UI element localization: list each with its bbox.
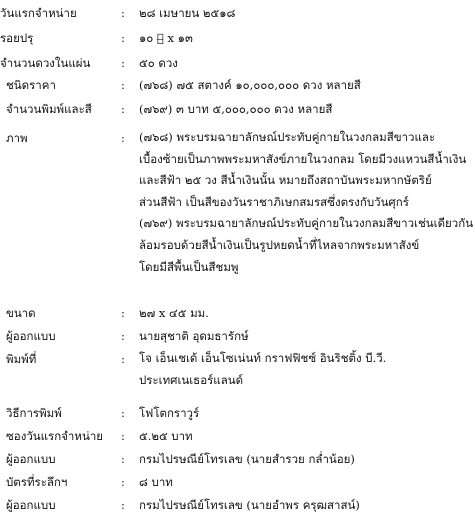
field-label: ผู้ออกแบบ	[6, 329, 56, 343]
field-label: ภาพ	[6, 131, 28, 145]
field-value: กรมไปรษณีย์โทรเลข (นายอำพร ครุฒสาสน์)	[139, 498, 360, 512]
field-value: โฟโตกราวูร์	[139, 406, 200, 420]
field-label: ผู้ออกแบบ	[6, 498, 56, 512]
field-colon: :	[121, 102, 125, 116]
field-label: จำนวนดวงในแผ่น	[0, 56, 91, 70]
field-label: พิมพ์ที่	[6, 352, 37, 366]
field-label: ชนิดราคา	[6, 78, 56, 92]
description-line: (๗๖๙) พระบรมฉายาลักษณ์ประทับคู่กายในวงกลมสีขาวเช่นเดียวกัน	[139, 216, 474, 231]
field-colon: :	[121, 131, 125, 145]
field-label: บัตรที่ระลึกฯ	[6, 475, 68, 489]
field-label: วิธีการพิมพ์	[6, 406, 62, 420]
field-colon: :	[121, 352, 125, 366]
printer-line: โจ เอ็นเชเด้ เอ็นโซเน่นท์ กราฟฟิชซ์ อินริชติ้ง บี.วี.	[139, 351, 387, 365]
field-colon: :	[121, 452, 125, 466]
field-value: (๗๖๘) ๗๕ สตางค์ ๑๐,๐๐๐,๐๐๐ ดวง หลายสี	[139, 78, 361, 92]
description-line: เบื้องซ้ายเป็นภาพพระมหาสังข์ภายในวงกลม โดยมีวงแหวนสีน้ำเงิน	[139, 151, 467, 166]
field-value: ๑๐ ๒̶ x ๑๓	[139, 31, 193, 45]
field-colon: :	[121, 475, 125, 489]
picture-description	[139, 127, 474, 278]
field-label: รอยปรุ	[0, 31, 34, 45]
field-value: ๒๗ x ๔๕ มม.	[139, 306, 209, 320]
description-line: ส่วนสีฟ้า เป็นสีของวันราชาภิเษกสมรสซึ่งตรงกับวันศุกร์	[139, 194, 409, 209]
printer-line: ประเทศเนเธอร์แลนด์	[139, 372, 244, 387]
field-value: ๕.๒๕ บาท	[139, 429, 193, 443]
field-value: ๒๘ เมษายน ๒๕๑๘	[139, 6, 236, 20]
field-colon: :	[121, 329, 125, 343]
field-colon: :	[121, 406, 125, 420]
field-colon: :	[121, 498, 125, 512]
field-colon: :	[121, 6, 125, 20]
field-label: ขนาด	[6, 306, 36, 320]
field-value: นายสุชาติ อุดมธารักษ์	[139, 329, 249, 343]
field-value: กรมไปรษณีย์โทรเลข (นายสำรวย กล่ำน้อย)	[139, 452, 355, 466]
description-line: และสีฟ้า ๒๕ วง สีน้ำเงินนั้น หมายถึงสถาบันพระมหากษัตริย์	[139, 173, 432, 188]
description-line: ล้อมรอบด้วยสีน้ำเงินเป็นรูปหยดน้ำที่ไหลจากพระมหาสังข์	[139, 237, 420, 252]
field-value: ๕๐ ดวง	[139, 56, 178, 70]
field-colon: :	[121, 31, 125, 45]
field-colon: :	[121, 56, 125, 70]
field-label: จำนวนพิมพ์และสี	[6, 102, 92, 116]
description-line: โดยมีสีพื้นเป็นสีชมพู	[139, 259, 239, 274]
field-value: (๗๖๙) ๓ บาท ๕,๐๐๐,๐๐๐ ดวง หลายสี	[139, 102, 333, 116]
description-line: (๗๖๘) พระบรมฉายาลักษณ์ประทับคู่กายในวงกลมสีขาวและ	[139, 130, 436, 144]
field-colon: :	[121, 429, 125, 443]
field-label: วันแรกจำหน่าย	[0, 6, 77, 20]
field-colon: :	[121, 78, 125, 92]
field-label: ซองวันแรกจำหน่าย	[6, 429, 104, 443]
field-value: ๘ บาท	[139, 475, 173, 489]
printer-description	[139, 348, 469, 391]
field-label: ผู้ออกแบบ	[6, 452, 56, 466]
field-colon: :	[121, 306, 125, 320]
